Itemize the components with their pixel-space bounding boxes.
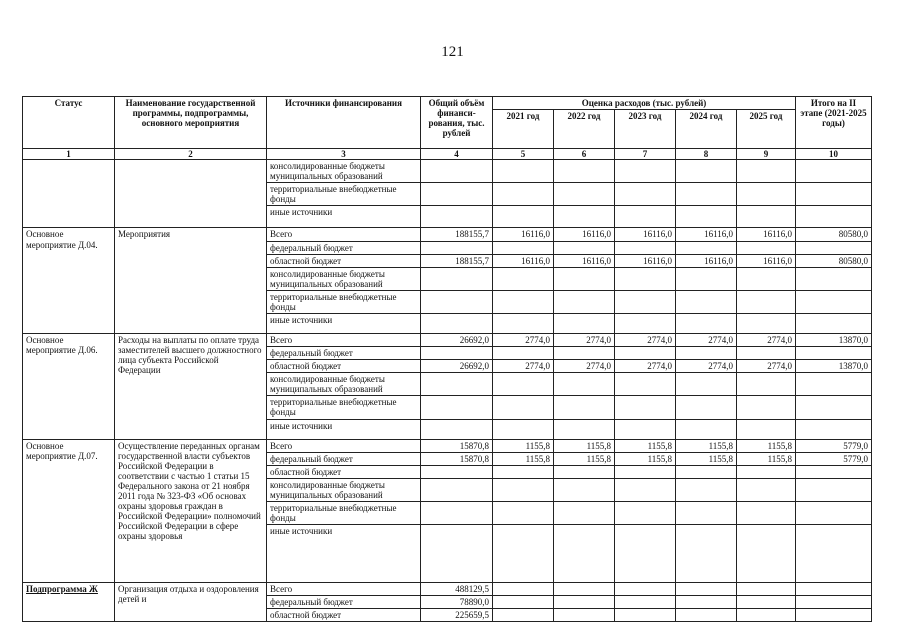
name-cell: Мероприятия xyxy=(115,228,267,334)
year-value-cell xyxy=(676,396,737,419)
year-value-cell xyxy=(615,314,676,334)
year-value-cell xyxy=(554,478,615,501)
source-cell: территориальные внебюджетные фонды xyxy=(267,501,421,524)
year-value-cell xyxy=(676,267,737,290)
year-value-cell xyxy=(676,525,737,583)
year-value-cell xyxy=(676,241,737,254)
year-value-cell: 1155,8 xyxy=(493,439,554,452)
year-value-cell xyxy=(737,465,796,478)
year-value-cell xyxy=(737,525,796,583)
year-value-cell xyxy=(615,478,676,501)
status-cell: Основное мероприятие Д.04. xyxy=(23,228,115,334)
total-cell xyxy=(421,314,493,334)
column-number: 5 xyxy=(493,149,554,160)
name-cell: Организация отдыха и оздоровления детей и xyxy=(115,583,267,622)
year-value-cell xyxy=(554,396,615,419)
stage-total-cell: 80580,0 xyxy=(796,254,872,267)
year-value-cell xyxy=(554,525,615,583)
year-value-cell: 2774,0 xyxy=(737,360,796,373)
year-value-cell xyxy=(493,465,554,478)
year-value-cell xyxy=(737,290,796,313)
year-value-cell xyxy=(615,206,676,228)
column-number: 2 xyxy=(115,149,267,160)
year-value-cell xyxy=(493,419,554,439)
source-cell: федеральный бюджет xyxy=(267,596,421,609)
year-value-cell xyxy=(737,396,796,419)
stage-total-cell xyxy=(796,419,872,439)
year-value-cell xyxy=(676,501,737,524)
source-cell: областной бюджет xyxy=(267,254,421,267)
stage-total-cell: 13870,0 xyxy=(796,360,872,373)
year-value-cell xyxy=(737,609,796,622)
year-value-cell xyxy=(676,160,737,183)
stage-total-cell xyxy=(796,267,872,290)
stage-total-cell xyxy=(796,583,872,596)
stage-total-cell: 5779,0 xyxy=(796,439,872,452)
stage-total-cell xyxy=(796,478,872,501)
year-value-cell xyxy=(615,419,676,439)
total-cell xyxy=(421,465,493,478)
total-cell xyxy=(421,373,493,396)
year-value-cell: 2774,0 xyxy=(676,360,737,373)
year-value-cell xyxy=(676,314,737,334)
year-value-cell xyxy=(554,183,615,206)
year-value-cell: 16116,0 xyxy=(737,254,796,267)
source-cell: Всего xyxy=(267,334,421,347)
year-value-cell xyxy=(737,373,796,396)
year-value-cell: 2774,0 xyxy=(676,334,737,347)
source-cell: консолидированные бюджеты муниципальных образований xyxy=(267,160,421,183)
total-cell: 15870,8 xyxy=(421,439,493,452)
year-value-cell: 16116,0 xyxy=(676,254,737,267)
column-number: 4 xyxy=(421,149,493,160)
column-number: 6 xyxy=(554,149,615,160)
year-value-cell xyxy=(554,583,615,596)
stage-total-cell xyxy=(796,525,872,583)
year-value-cell xyxy=(676,290,737,313)
header-stage-total: Итого на II этапе (2021-2025 годы) xyxy=(796,97,872,149)
year-value-cell: 2774,0 xyxy=(554,360,615,373)
year-value-cell xyxy=(554,465,615,478)
source-cell: консолидированные бюджеты муниципальных образований xyxy=(267,267,421,290)
year-value-cell xyxy=(493,609,554,622)
stage-total-cell xyxy=(796,314,872,334)
name-cell xyxy=(115,160,267,228)
header-total: Общий объём финанси-рования, тыс. рублей xyxy=(421,97,493,149)
year-value-cell xyxy=(737,183,796,206)
year-value-cell xyxy=(615,241,676,254)
year-value-cell xyxy=(676,347,737,360)
year-value-cell xyxy=(676,373,737,396)
financing-table xyxy=(22,96,872,622)
year-value-cell xyxy=(615,373,676,396)
stage-total-cell xyxy=(796,396,872,419)
total-cell xyxy=(421,501,493,524)
source-cell: федеральный бюджет xyxy=(267,241,421,254)
total-cell xyxy=(421,478,493,501)
total-cell xyxy=(421,290,493,313)
header-year: 2025 год xyxy=(737,110,796,149)
year-value-cell xyxy=(737,501,796,524)
column-number: 10 xyxy=(796,149,872,160)
total-cell xyxy=(421,396,493,419)
year-value-cell xyxy=(676,583,737,596)
source-cell: иные источники xyxy=(267,314,421,334)
year-value-cell xyxy=(554,419,615,439)
table-row xyxy=(23,439,872,452)
total-cell xyxy=(421,160,493,183)
total-cell: 78890,0 xyxy=(421,596,493,609)
year-value-cell xyxy=(737,596,796,609)
total-cell xyxy=(421,206,493,228)
year-value-cell: 2774,0 xyxy=(493,360,554,373)
header-year: 2024 год xyxy=(676,110,737,149)
status-cell xyxy=(23,160,115,228)
year-value-cell xyxy=(493,241,554,254)
total-cell: 225659,5 xyxy=(421,609,493,622)
header-estimate: Оценка расходов (тыс. рублей) xyxy=(493,97,796,110)
source-cell: федеральный бюджет xyxy=(267,347,421,360)
year-value-cell xyxy=(554,160,615,183)
source-cell: территориальные внебюджетные фонды xyxy=(267,290,421,313)
stage-total-cell xyxy=(796,609,872,622)
source-cell: областной бюджет xyxy=(267,360,421,373)
total-cell: 488129,5 xyxy=(421,583,493,596)
year-value-cell xyxy=(615,267,676,290)
stage-total-cell xyxy=(796,596,872,609)
year-value-cell xyxy=(676,596,737,609)
year-value-cell xyxy=(737,267,796,290)
source-cell: областной бюджет xyxy=(267,465,421,478)
year-value-cell xyxy=(493,373,554,396)
stage-total-cell: 13870,0 xyxy=(796,334,872,347)
source-cell: территориальные внебюджетные фонды xyxy=(267,396,421,419)
year-value-cell: 1155,8 xyxy=(676,439,737,452)
source-cell: иные источники xyxy=(267,206,421,228)
header-name: Наименование государственной программы, подпрограммы, основного мероприятия xyxy=(115,97,267,149)
stage-total-cell xyxy=(796,465,872,478)
year-value-cell xyxy=(676,183,737,206)
header-source: Источники финансирования xyxy=(267,97,421,149)
status-cell: Основное мероприятие Д.06. xyxy=(23,334,115,440)
header-year: 2023 год xyxy=(615,110,676,149)
year-value-cell: 1155,8 xyxy=(737,452,796,465)
year-value-cell xyxy=(554,373,615,396)
stage-total-cell xyxy=(796,206,872,228)
stage-total-cell xyxy=(796,347,872,360)
year-value-cell xyxy=(493,290,554,313)
table-row xyxy=(23,334,872,347)
source-cell: Всего xyxy=(267,583,421,596)
year-value-cell: 1155,8 xyxy=(737,439,796,452)
year-value-cell: 1155,8 xyxy=(493,452,554,465)
column-number: 8 xyxy=(676,149,737,160)
total-cell: 26692,0 xyxy=(421,360,493,373)
year-value-cell xyxy=(737,314,796,334)
total-cell: 15870,8 xyxy=(421,452,493,465)
stage-total-cell xyxy=(796,241,872,254)
year-value-cell xyxy=(676,465,737,478)
stage-total-cell: 80580,0 xyxy=(796,228,872,241)
table-row xyxy=(23,228,872,241)
year-value-cell xyxy=(737,206,796,228)
total-cell: 26692,0 xyxy=(421,334,493,347)
year-value-cell xyxy=(493,347,554,360)
year-value-cell xyxy=(737,347,796,360)
name-cell: Осуществление переданных органам государственной власти субъектов Российской Федерации в соответствии с частью 1 статьи 15 Федерального закона от 21 ноября 2011 года № 323-ФЗ «Об основах охраны здоровья граждан в Российской Федерации» полномочий Российской Федерации в сфере охраны здоровья xyxy=(115,439,267,583)
year-value-cell xyxy=(493,478,554,501)
year-value-cell: 16116,0 xyxy=(493,254,554,267)
year-value-cell xyxy=(493,501,554,524)
stage-total-cell xyxy=(796,160,872,183)
source-cell: консолидированные бюджеты муниципальных образований xyxy=(267,373,421,396)
year-value-cell xyxy=(493,583,554,596)
year-value-cell xyxy=(615,396,676,419)
year-value-cell: 16116,0 xyxy=(676,228,737,241)
table-row xyxy=(23,160,872,183)
header-year: 2022 год xyxy=(554,110,615,149)
year-value-cell: 16116,0 xyxy=(493,228,554,241)
header-status: Статус xyxy=(23,97,115,149)
total-cell xyxy=(421,419,493,439)
year-value-cell xyxy=(615,160,676,183)
year-value-cell: 1155,8 xyxy=(554,452,615,465)
year-value-cell xyxy=(493,160,554,183)
source-cell: иные источники xyxy=(267,419,421,439)
year-value-cell xyxy=(493,396,554,419)
year-value-cell xyxy=(554,241,615,254)
source-cell: областной бюджет xyxy=(267,609,421,622)
year-value-cell: 2774,0 xyxy=(615,360,676,373)
total-cell xyxy=(421,241,493,254)
page-number: 121 xyxy=(441,44,464,60)
year-value-cell xyxy=(737,160,796,183)
column-number: 3 xyxy=(267,149,421,160)
year-value-cell xyxy=(676,478,737,501)
year-value-cell xyxy=(615,465,676,478)
table-row xyxy=(23,583,872,596)
column-number: 9 xyxy=(737,149,796,160)
total-cell: 188155,7 xyxy=(421,228,493,241)
year-value-cell xyxy=(676,609,737,622)
stage-total-cell xyxy=(796,373,872,396)
year-value-cell xyxy=(554,314,615,334)
source-cell: Всего xyxy=(267,439,421,452)
source-cell: Всего xyxy=(267,228,421,241)
year-value-cell xyxy=(554,347,615,360)
year-value-cell xyxy=(615,501,676,524)
status-cell: Основное мероприятие Д.07. xyxy=(23,439,115,583)
stage-total-cell xyxy=(796,501,872,524)
year-value-cell xyxy=(615,525,676,583)
year-value-cell: 1155,8 xyxy=(676,452,737,465)
source-cell: территориальные внебюджетные фонды xyxy=(267,183,421,206)
year-value-cell xyxy=(615,583,676,596)
year-value-cell: 1155,8 xyxy=(554,439,615,452)
year-value-cell xyxy=(737,419,796,439)
year-value-cell xyxy=(554,596,615,609)
year-value-cell: 1155,8 xyxy=(615,439,676,452)
total-cell xyxy=(421,525,493,583)
year-value-cell: 2774,0 xyxy=(493,334,554,347)
year-value-cell xyxy=(493,314,554,334)
year-value-cell: 1155,8 xyxy=(615,452,676,465)
year-value-cell xyxy=(615,596,676,609)
year-value-cell xyxy=(493,183,554,206)
source-cell: федеральный бюджет xyxy=(267,452,421,465)
year-value-cell xyxy=(554,609,615,622)
year-value-cell xyxy=(676,206,737,228)
year-value-cell: 16116,0 xyxy=(615,228,676,241)
year-value-cell: 16116,0 xyxy=(554,254,615,267)
column-number: 1 xyxy=(23,149,115,160)
year-value-cell xyxy=(615,183,676,206)
year-value-cell xyxy=(737,583,796,596)
year-value-cell: 16116,0 xyxy=(615,254,676,267)
stage-total-cell xyxy=(796,290,872,313)
stage-total-cell: 5779,0 xyxy=(796,452,872,465)
total-cell xyxy=(421,183,493,206)
year-value-cell xyxy=(554,501,615,524)
header-year: 2021 год xyxy=(493,110,554,149)
year-value-cell: 16116,0 xyxy=(737,228,796,241)
year-value-cell xyxy=(554,267,615,290)
source-cell: иные источники xyxy=(267,525,421,583)
year-value-cell xyxy=(493,596,554,609)
total-cell: 188155,7 xyxy=(421,254,493,267)
year-value-cell xyxy=(554,290,615,313)
year-value-cell: 16116,0 xyxy=(554,228,615,241)
year-value-cell xyxy=(493,206,554,228)
column-number: 7 xyxy=(615,149,676,160)
stage-total-cell xyxy=(796,183,872,206)
year-value-cell: 2774,0 xyxy=(737,334,796,347)
year-value-cell xyxy=(493,525,554,583)
year-value-cell xyxy=(676,419,737,439)
year-value-cell xyxy=(737,241,796,254)
total-cell xyxy=(421,347,493,360)
year-value-cell xyxy=(615,290,676,313)
year-value-cell: 2774,0 xyxy=(554,334,615,347)
year-value-cell xyxy=(493,267,554,290)
status-cell: Подпрограмма Ж xyxy=(23,583,115,622)
name-cell: Расходы на выплаты по оплате труда заместителей высшего должностного лица субъекта Российской Федерации xyxy=(115,334,267,440)
year-value-cell: 2774,0 xyxy=(615,334,676,347)
year-value-cell xyxy=(615,609,676,622)
year-value-cell xyxy=(615,347,676,360)
total-cell xyxy=(421,267,493,290)
source-cell: консолидированные бюджеты муниципальных образований xyxy=(267,478,421,501)
year-value-cell xyxy=(737,478,796,501)
year-value-cell xyxy=(554,206,615,228)
